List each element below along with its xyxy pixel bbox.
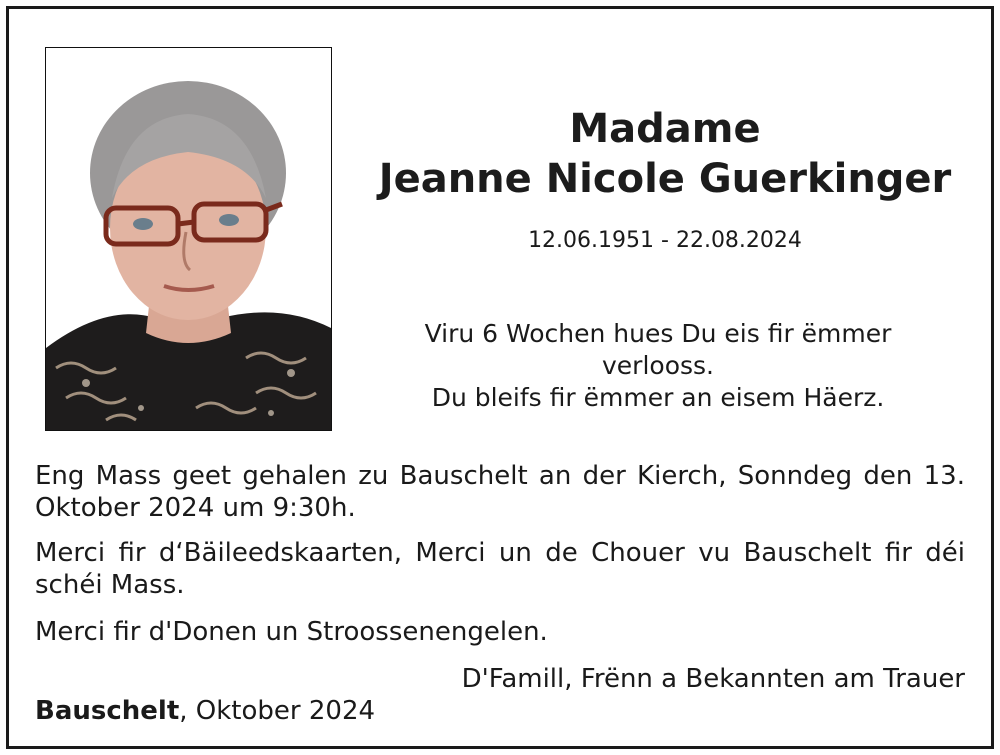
- mass-announcement: Eng Mass geet gehalen zu Bauschelt an der Kierch, Sonndeg den 13. Oktober 2024 um 9:30h.: [35, 461, 965, 523]
- quote-line: Viru 6 Wochen hues Du eis fir ëmmer: [424, 319, 892, 348]
- quote-line: verlooss.: [602, 351, 714, 380]
- life-dates: 12.06.1951 - 22.08.2024: [528, 228, 802, 253]
- memorial-quote: [360, 318, 956, 414]
- place-date-line: [35, 695, 375, 727]
- date-line: , Oktober 2024: [179, 696, 376, 726]
- donations-paragraph: Merci fir d'Donen un Stroossenengelen.: [35, 617, 548, 647]
- quote-line: Du bleifs fir ëmmer an eisem Häerz.: [431, 383, 885, 412]
- portrait-photo: [45, 47, 332, 431]
- place-name: Bauschelt: [35, 696, 180, 726]
- deceased-name: Jeanne Nicole Guerkinger: [378, 156, 952, 202]
- family-signature: D'Famill, Frënn a Bekannten am Trauer: [461, 664, 965, 694]
- thanks-paragraph: Merci fir d‘Bäileedskaarten, Merci un de Chouer vu Bauschelt fir déi schéi Mass.: [35, 538, 965, 600]
- honorific: Madame: [569, 106, 761, 152]
